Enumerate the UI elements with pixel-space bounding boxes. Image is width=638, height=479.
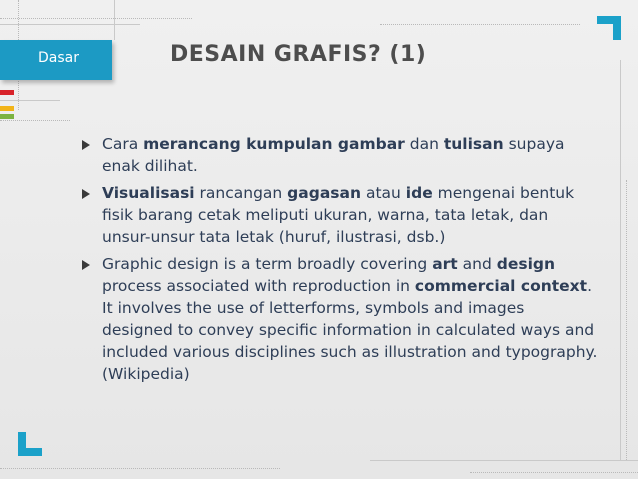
deco-line [0,18,192,19]
deco-line [380,24,580,25]
deco-line [470,472,638,473]
bullet-arrow-icon [82,189,90,199]
slide-title: DESAIN GRAFIS? (1) [170,42,427,67]
bullet-segment: process associated with reproduction in [102,277,415,295]
bullet-segment: Graphic design is a term broadly covering [102,255,433,273]
bullet-text [102,255,597,383]
bullet-bold-term: ide [405,184,433,202]
deco-line [0,24,140,25]
bullet-bold-term: design [496,255,556,273]
bullet-item [80,182,600,248]
bullet-bold-term: merancang kumpulan gambar [143,135,405,153]
bullet-item [80,133,600,177]
bullet-arrow-icon [82,260,90,270]
bullet-segment: atau [361,184,406,202]
bullet-segment: mengenai bentuk fisik barang cetak meliputi ukuran, warna, tata letak, dan unsur-unsur tata letak (huruf, ilustrasi, dsb.) [102,184,575,246]
section-tab-label: Dasar [38,50,79,66]
deco-line [0,468,280,469]
bullet-bold-term: Visualisasi [102,184,195,202]
deco-line [620,60,621,460]
bullet-segment: . It involves the use of letterforms, symbols and images designed to convey specific information in calculated ways and included various disciplines such as illustration and typography. (Wikipedia) [102,277,598,383]
color-stub-yellow [0,106,14,111]
bullet-text [102,135,565,175]
corner-bracket-bottom-left [18,448,42,456]
deco-line [626,180,627,460]
bullet-bold-term: gagasan [287,184,362,202]
bullet-bold-term: tulisan [443,135,504,153]
color-stub-green [0,114,14,119]
deco-line [114,0,115,40]
bullet-bold-term: art [432,255,458,273]
deco-line [370,460,638,461]
bullet-segment: rancangan [194,184,288,202]
deco-line [0,120,70,121]
deco-line [0,100,60,101]
bullet-text [102,184,574,246]
bullet-segment: dan [404,135,444,153]
bullet-segment: and [457,255,497,273]
bullet-segment: Cara [102,135,144,153]
bullet-arrow-icon [82,140,90,150]
bullet-list [80,133,600,390]
corner-bracket-top-right [613,16,621,40]
color-stub-red [0,90,14,95]
bullet-bold-term: commercial context [414,277,588,295]
bullet-item [80,253,600,385]
bullet-segment: supaya enak dilihat. [102,135,565,175]
